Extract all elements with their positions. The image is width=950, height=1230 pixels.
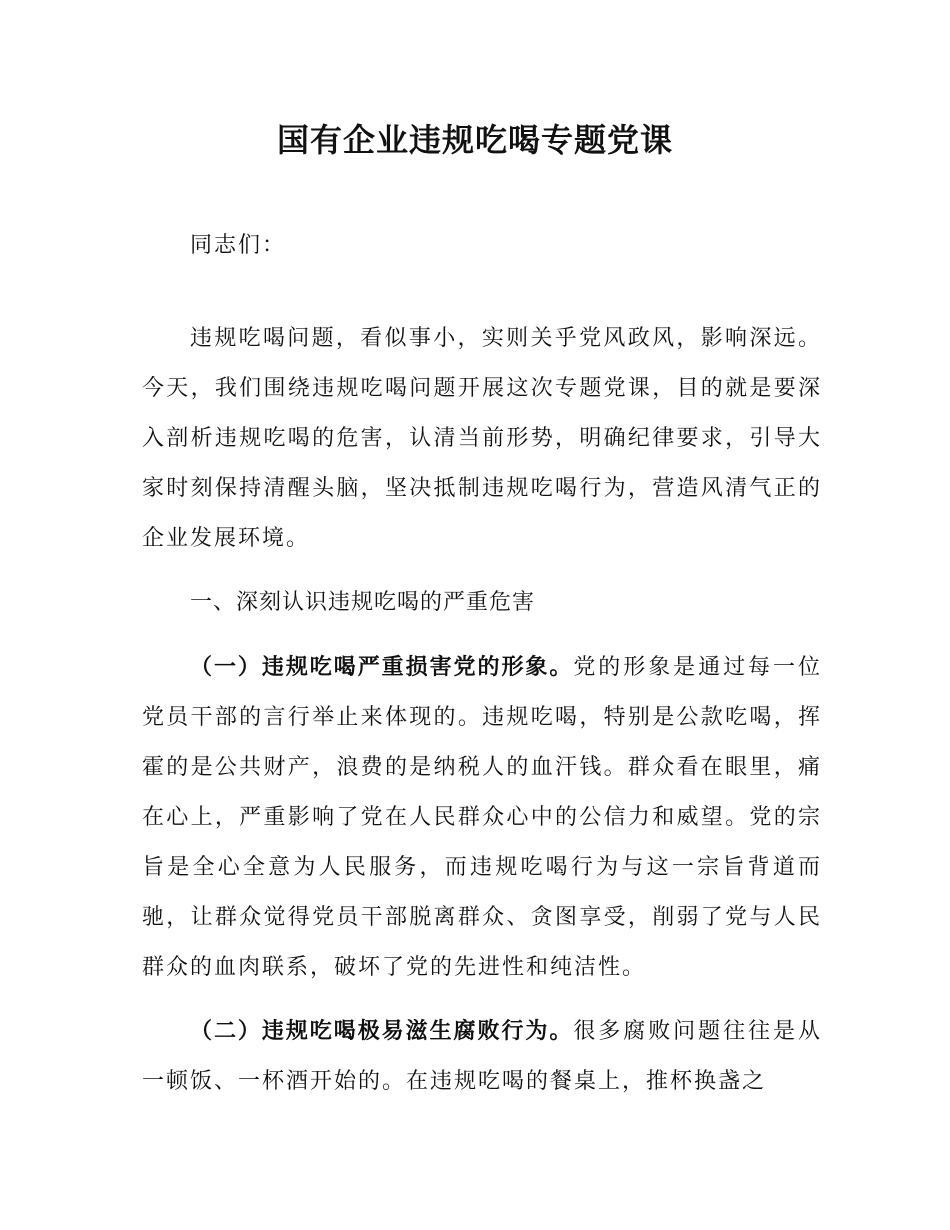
- subsection-lead-2: （二）违规吃喝极易滋生腐败行为。: [190, 1019, 574, 1044]
- subsection-text-1: 党的形象是通过每一位党员干部的言行举止来体现的。违规吃喝，特别是公款吃喝，挥霍的是公共财产，浪费的是纳税人的血汗钱。群众看在眼里，痛在心上，严重影响了党在人民群众心中的公信力和威望。党的宗旨是全心全意为人民服务，而违规吃喝行为与这一宗旨背道而驰，让群众觉得党员干部脱离群众、贪图享受，削弱了党与人民群众的血肉联系，破坏了党的先进性和纯洁性。: [142, 655, 822, 980]
- intro-paragraph: 违规吃喝问题，看似事小，实则关乎党风政风，影响深远。今天，我们围绕违规吃喝问题开展这次专题党课，目的就是要深入剖析违规吃喝的危害，认清当前形势，明确纪律要求，引导大家时刻保持清醒头脑，坚决抵制违规吃喝行为，营造风清气正的企业发展环境。: [142, 326, 822, 551]
- subsection-paragraph-2: [142, 1007, 822, 1107]
- subsection-paragraph-1: [142, 643, 822, 993]
- salutation: 同志们：: [190, 233, 287, 258]
- subsection-text-2: 很多腐败问题往往是从一顿饭、一杯酒开始的。在违规吃喝的餐桌上，推杯换盏之: [142, 1019, 822, 1094]
- subsection-lead-1: （一）违规吃喝严重损害党的形象。: [190, 655, 574, 680]
- section-heading-1: 一、深刻认识违规吃喝的严重危害: [190, 590, 536, 615]
- document-title: 国有企业违规吃喝专题党课: [276, 121, 673, 159]
